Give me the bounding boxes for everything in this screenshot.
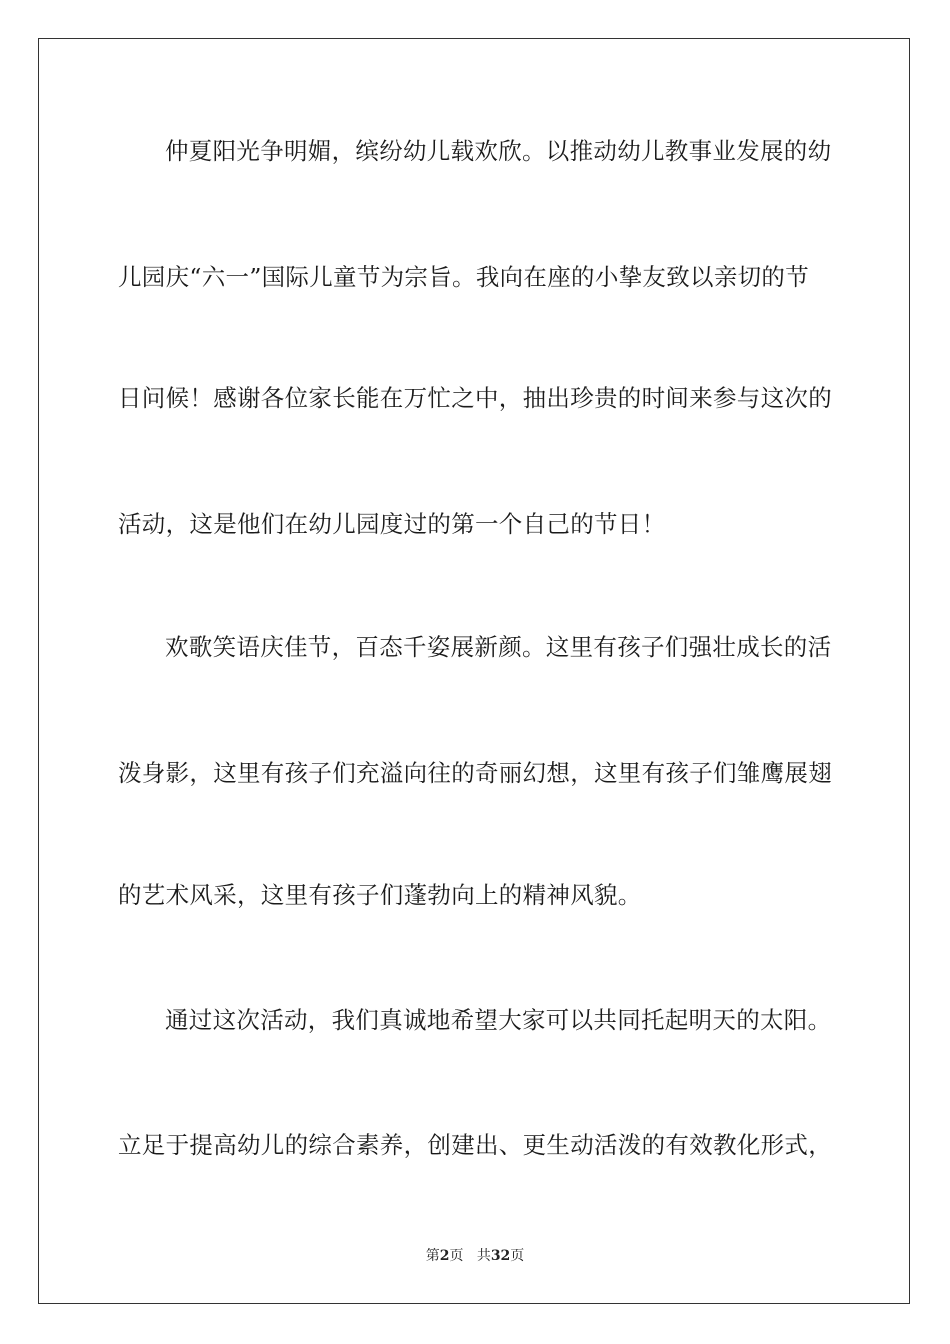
paragraph-1-line-4: 活动，这是他们在幼儿园度过的第一个自己的节日！ [118,510,666,538]
paragraph-2-line-2: 泼身影，这里有孩子们充溢向往的奇丽幻想，这里有孩子们雏鹰展翅 [118,759,832,787]
paragraph-3-line-2: 立足于提高幼儿的综合素养，创建出、更生动活泼的有效教化形式， [118,1131,832,1159]
paragraph-2-line-1: 欢歌笑语庆佳节，百态千姿展新颜。这里有孩子们强壮成长的活 [165,633,832,661]
page-suffix: 页 [449,1248,464,1264]
page-number-footer [0,1247,950,1265]
page-border [38,38,910,1304]
paragraph-1-line-3: 日问候！感谢各位家长能在万忙之中，抽出珍贵的时间来参与这次的 [118,384,832,412]
total-page-count: 32 [490,1248,511,1264]
page-prefix: 第 [425,1248,440,1264]
paragraph-1-line-2: 儿园庆“六一”国际儿童节为宗旨。我向在座的小挚友致以亲切的节 [118,263,810,291]
paragraph-1-line-1: 仲夏阳光争明媚，缤纷幼儿载欢欣。以推动幼儿教事业发展的幼 [165,137,832,165]
current-page-number: 2 [439,1248,450,1264]
paragraph-2-line-3: 的艺术风采，这里有孩子们蓬勃向上的精神风貌。 [118,881,642,909]
total-suffix: 页 [510,1248,525,1264]
paragraph-3-line-1: 通过这次活动，我们真诚地希望大家可以共同托起明天的太阳。 [165,1006,832,1034]
total-prefix: 共 [476,1248,491,1264]
